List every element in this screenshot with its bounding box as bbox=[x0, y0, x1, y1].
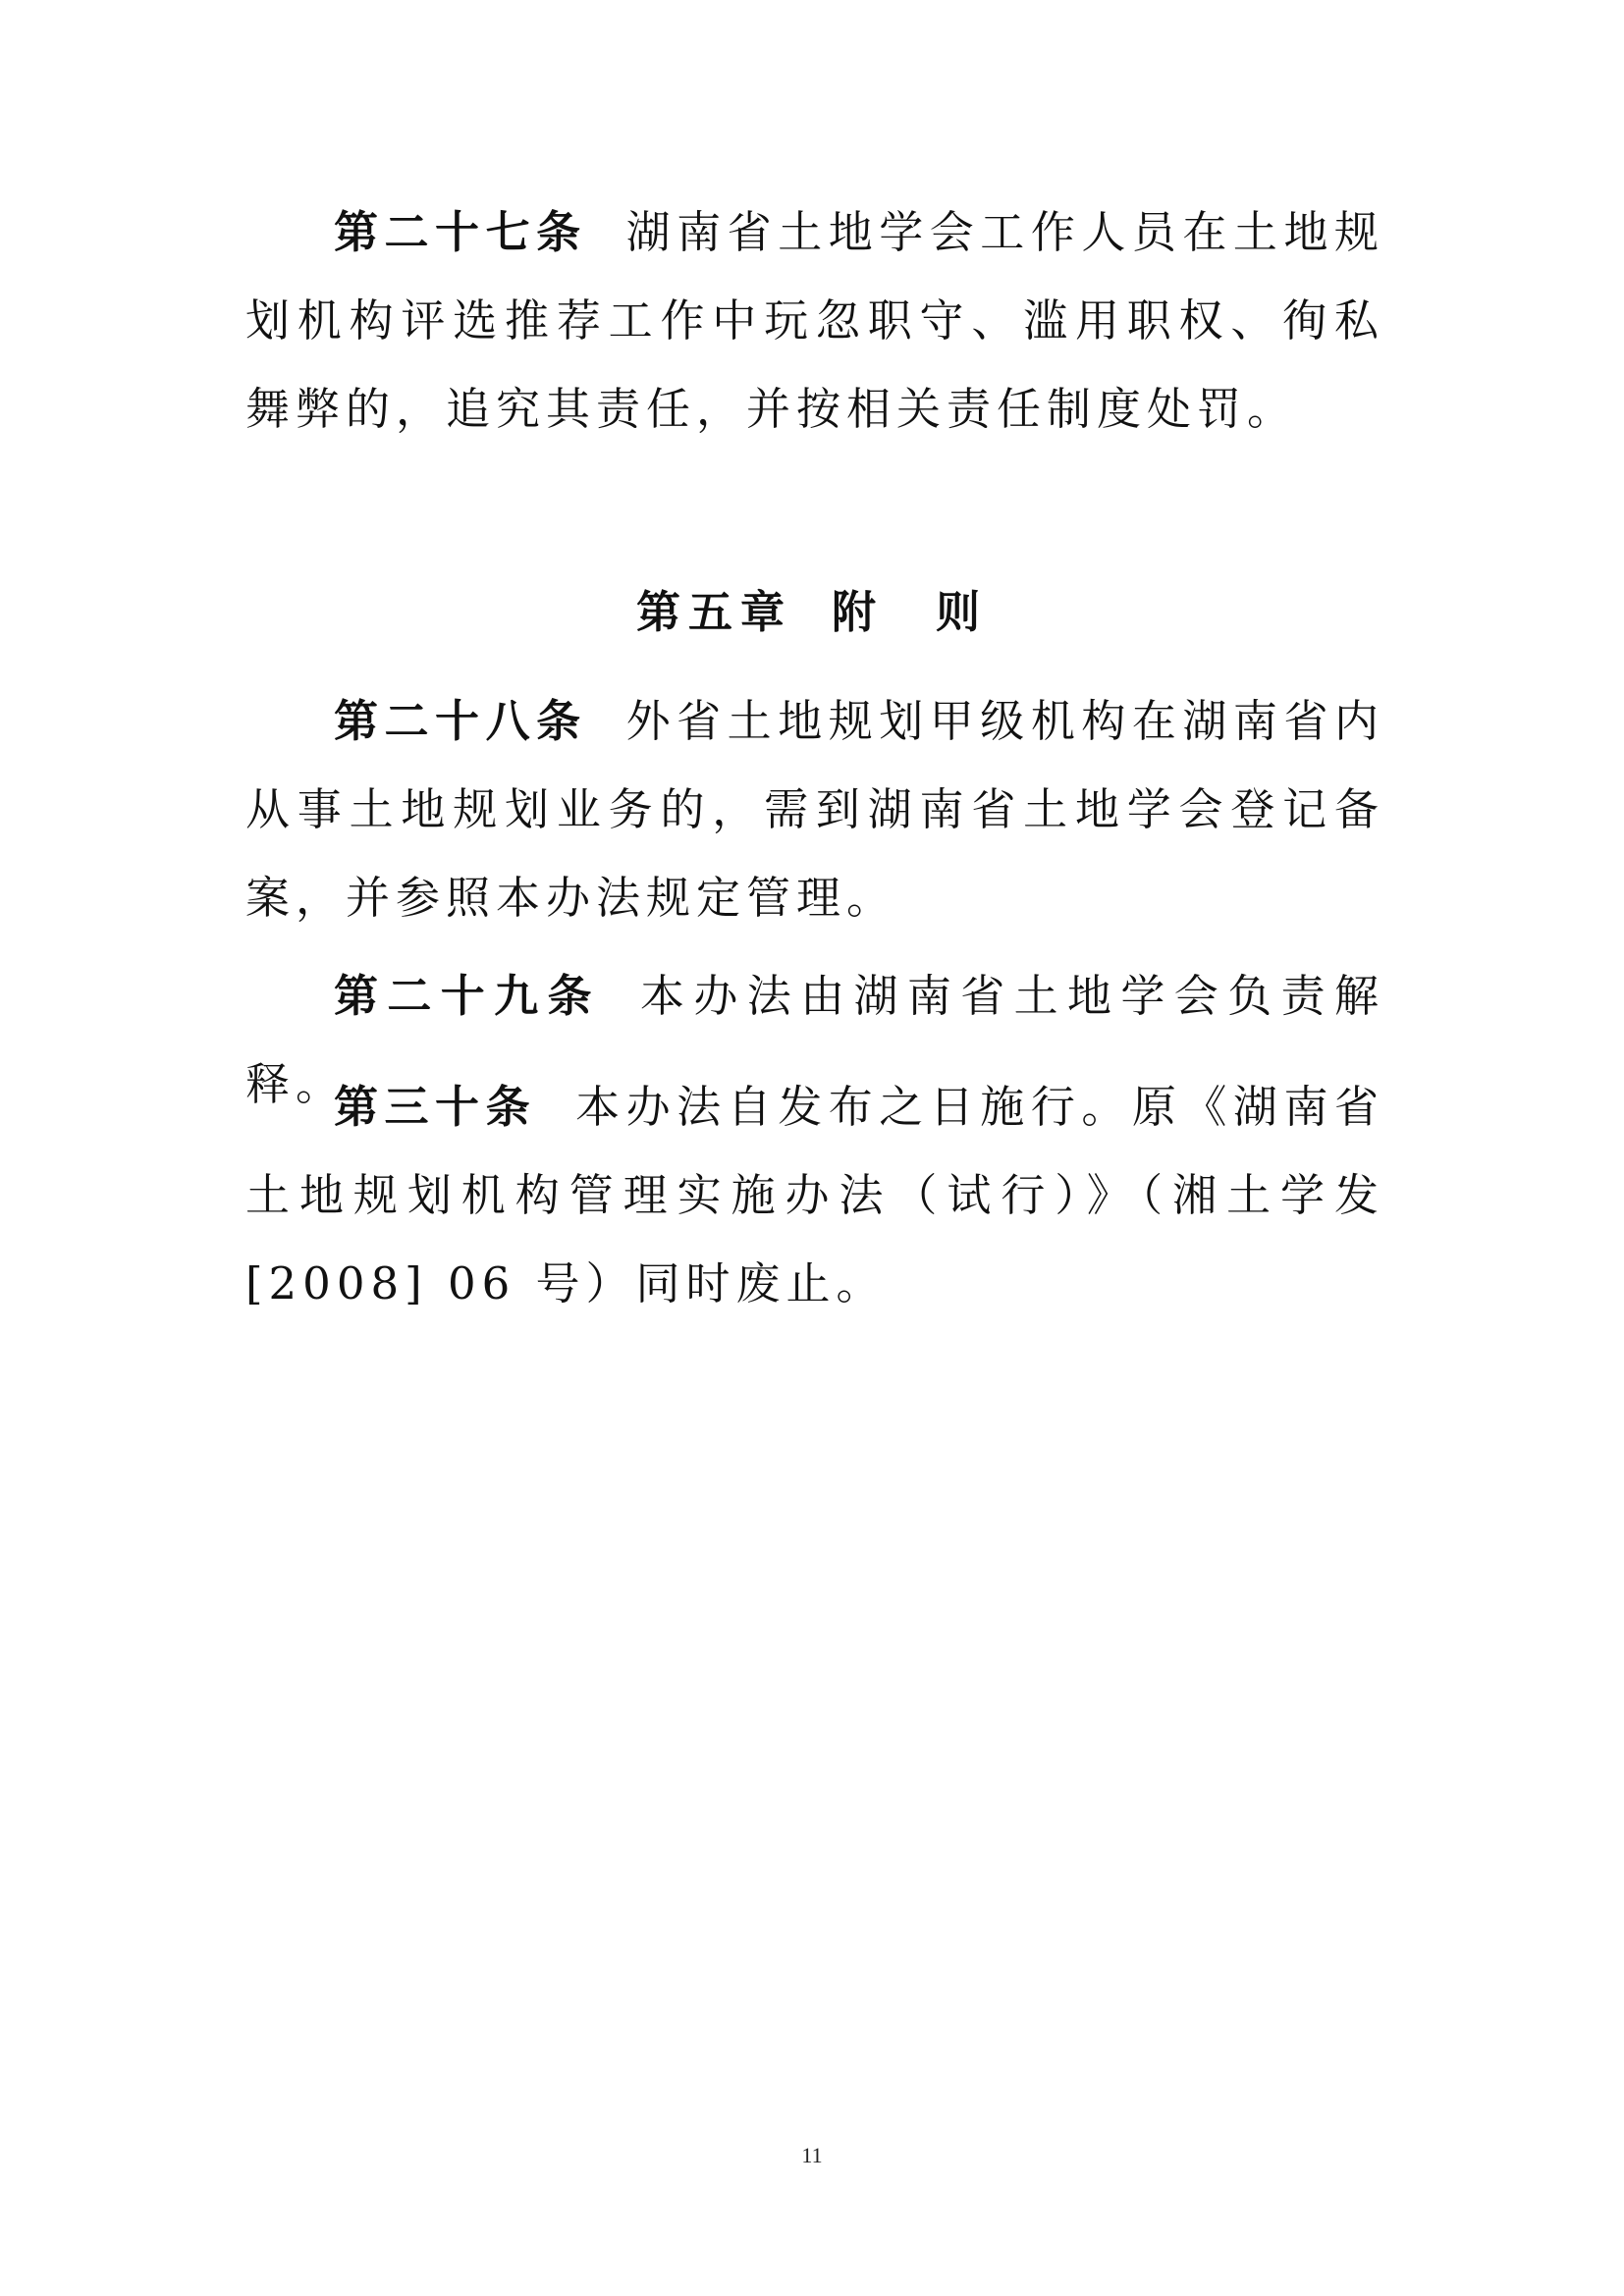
article-text: 本办法由湖南省土地学会负责解释。 bbox=[245, 970, 1384, 1110]
article-number: 第二十八条 bbox=[334, 695, 587, 747]
chapter-title: 附 则 bbox=[832, 586, 989, 638]
article-number: 第二十七条 bbox=[334, 206, 587, 258]
page-number: 11 bbox=[801, 2143, 823, 2167]
article-text: 本办法自发布之日施行。原《湖南省土地规划机构管理实施办法（试行）》（湘土学发[2008] 06 号）同时废止。 bbox=[245, 1081, 1384, 1309]
article-text: 湖南省土地学会工作人员在土地规划机构评选推荐工作中玩忽职守、滥用职权、徇私舞弊的，追究其责任，并按相关责任制度处罚。 bbox=[245, 206, 1384, 435]
article-28 bbox=[245, 677, 1384, 942]
article-number: 第三十条 bbox=[334, 1081, 537, 1133]
chapter-heading bbox=[0, 583, 1624, 642]
article-27 bbox=[245, 188, 1384, 454]
article-text: 外省土地规划甲级机构在湖南省内从事土地规划业务的，需到湖南省土地学会登记备案，并参照本办法规定管理。 bbox=[245, 695, 1384, 924]
article-30 bbox=[245, 1063, 1384, 1328]
chapter-number: 第五章 bbox=[635, 586, 792, 638]
article-number: 第二十九条 bbox=[334, 970, 601, 1022]
